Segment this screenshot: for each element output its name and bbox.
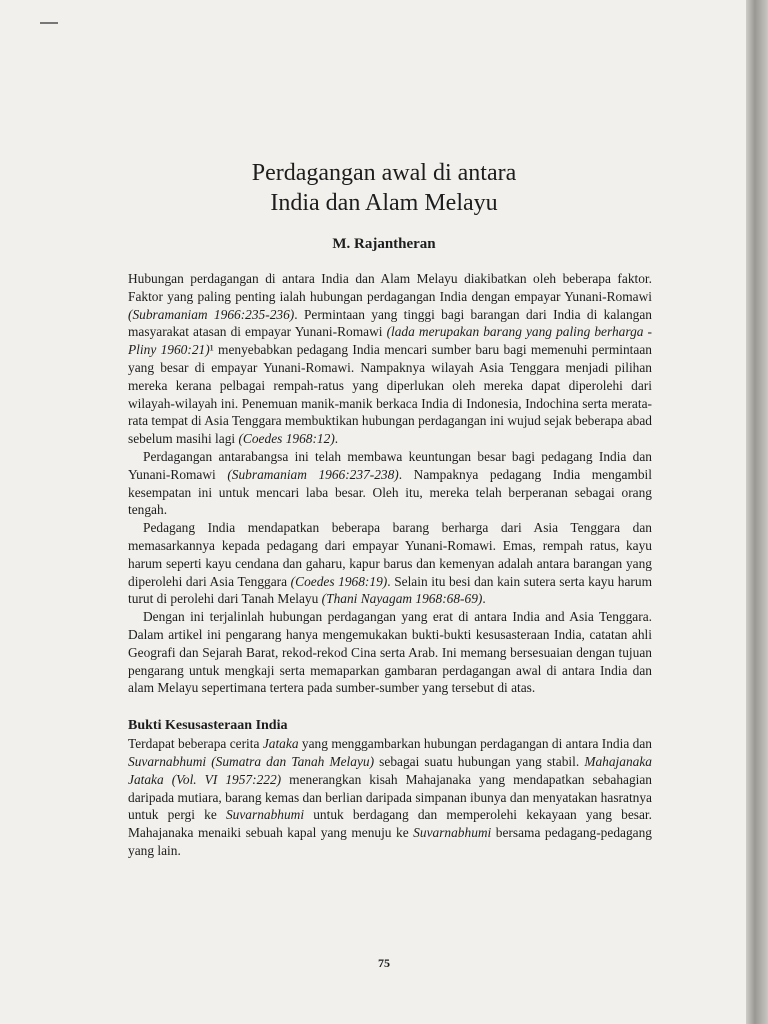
citation: (lada merupakan barang yang paling berharga - Pliny 1960:21) [128, 324, 652, 358]
text-run: Dengan ini terjalinlah hubungan perdagangan yang erat di antara India and Asia Tenggara. Dalam artikel ini pengarang hanya mengemukakan bukti-bukti kesusasteraan India, catatan ahli Geografi dan Sejarah Barat, rekod-rekod Cina serta Arab. Ini memang bersesuaian dengan tujuan pengarang untuk mengkaji serta memaparkan gambaran perdagangan awal di antara India dan alam Melayu sepertimana tertera pada sumber-sumber yang tersebut di atas. [128, 609, 652, 696]
italic-term: Suvarnabhumi [225, 807, 305, 823]
citation: (Subramaniam 1966:235-236) [128, 306, 295, 322]
article-body [128, 270, 652, 860]
text-run: . [482, 591, 486, 607]
text-run: Pedagang India mendapatkan beberapa barang berharga dari Asia Tenggara dan memasarkannya kepada pedagang dari empayar Yunani-Romawi. Emas, rempah ratus, kayu harum seperti kayu cendana dan gaharu, kapur barus dan kemenyan adalah antara barangan yang diperolehi dari Asia Tenggara [128, 520, 652, 589]
text-run: . Nampaknya pedagang India mengambil kesempatan ini untuk mencari laba besar. Oleh itu, mereka telah berperanan sebagai orang tengah. [128, 466, 653, 518]
author-name: M. Rajantheran [332, 236, 436, 252]
text-run: untuk berdagang dan memperolehi kekayaan yang besar. Mahajanaka menaiki sebuah kapal yang menuju ke [128, 807, 652, 841]
scan-mark [40, 22, 58, 24]
text-run: . Selain itu besi dan kain sutera serta kayu harum turut di perolehi dari Tanah Melayu [128, 573, 652, 607]
text-run: Terdapat beberapa cerita [128, 736, 263, 752]
page-edge-shadow [746, 0, 768, 1024]
section-paragraph [128, 735, 652, 860]
text-run: . [334, 431, 339, 447]
title-line-1: Perdagangan awal di antara [251, 160, 517, 186]
italic-term: Suvarnabhumi (Sumatra dan Tanah Melayu) [128, 753, 375, 769]
paragraph-4 [128, 608, 652, 697]
text-run: ¹ menyebabkan pedagang India mencari sumber baru bagi memenuhi permintaan yang besar di empayar Yunani-Romawi. Nampaknya wilayah Asia Tenggara menjadi pilihan mereka kerana pelbagai rempah-ratus yang diperlukan oleh mereka dapat diperolehi dari wilayah-wilayah ini. Penemuan manik-manik berkaca India di Indonesia, Indochina serta merata-rata tempat di Asia Tenggara membuktikan hubungan perdagangan ini wujud sejak beberapa abad sebelum masihi lagi [128, 342, 652, 447]
italic-term: Jataka [262, 736, 299, 752]
citation: (Thani Nayagam 1968:68-69) [321, 591, 483, 607]
text-run: sebagai suatu hubungan yang stabil. [374, 753, 585, 769]
text-run: Perdagangan antarabangsa ini telah membawa keuntungan besar bagi pedagang India dan Yunani-Romawi [128, 448, 652, 482]
article-title [0, 158, 768, 218]
citation: Mahajanaka Jataka (Vol. VI 1957:222) [128, 753, 652, 787]
italic-term: Suvarnabhumi [413, 825, 492, 841]
text-run: Hubungan perdagangan di antara India dan Alam Melayu diakibatkan oleh beberapa faktor. Faktor yang paling penting ialah hubungan perdagangan India dengan empayar Yunani-Romawi [128, 271, 652, 304]
text-run: bersama pedagang-pedagang yang lain. [128, 825, 652, 858]
text-run: yang menggambarkan hubungan perdagangan di antara India dan [298, 736, 652, 752]
citation: (Coedes 1968:12) [238, 431, 335, 447]
page-number: 75 [378, 956, 390, 970]
paragraph-1 [128, 270, 652, 448]
paragraph-3 [128, 519, 652, 608]
section-heading: Bukti Kesusasteraan India [128, 718, 288, 734]
citation: (Subramaniam 1966:237-238) [227, 466, 399, 482]
title-line-2: India dan Alam Melayu [270, 190, 498, 216]
text-run: . Permintaan yang tinggi bagi barangan dari India di kalangan masyarakat atasan di empayar Yunani-Romawi [128, 306, 652, 340]
paragraph-2 [128, 448, 652, 519]
text-run: menerangkan kisah Mahajanaka yang mendapatkan sebahagian daripada mutiara, barang kemas dan berlian daripada simpanan ibunya dan menyatakan hasratnya untuk pergi ke [128, 771, 653, 823]
citation: (Coedes 1968:19) [290, 573, 388, 589]
